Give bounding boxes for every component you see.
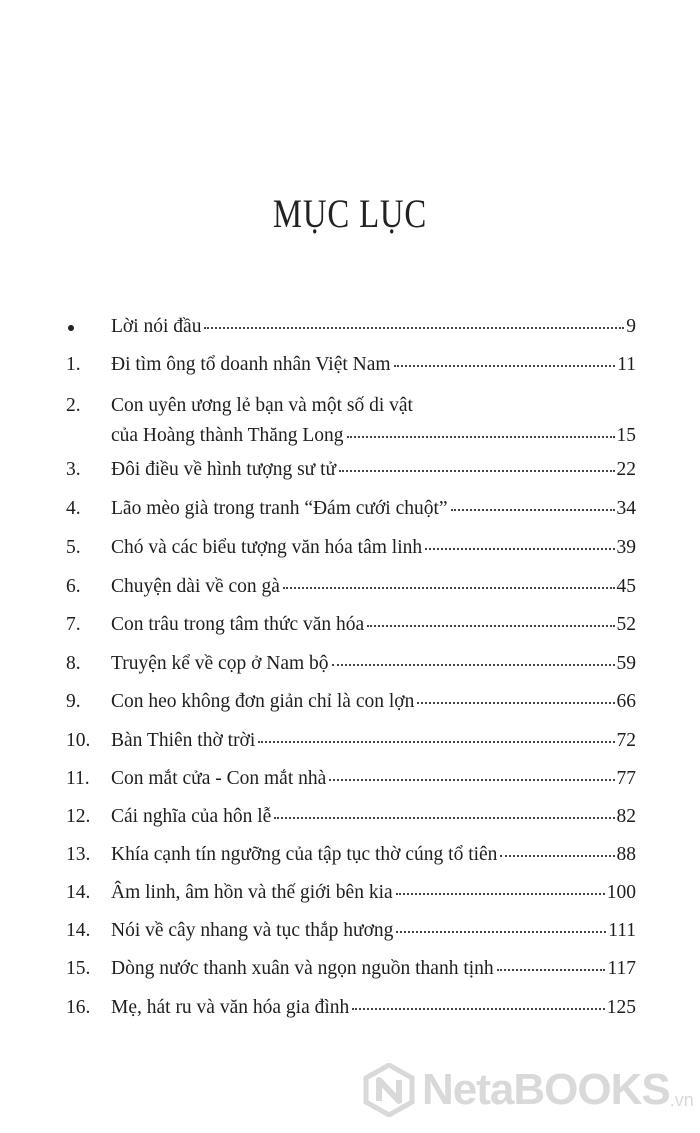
dot-leader [396,931,606,933]
entry-number: 2. [66,395,81,416]
dot-leader [283,587,615,589]
entry-number: 5. [66,537,81,558]
dot-leader [332,664,615,666]
entry-number: 12. [66,806,91,827]
watermark-suffix: .vn [669,1090,694,1110]
entry-title: của Hoàng thành Thăng Long [111,425,344,446]
entry-title: Chuyện dài về con gà [111,576,280,597]
entry-title: Khía cạnh tín ngưỡng của tập tục thờ cúng tổ tiên [111,844,498,865]
dot-leader [258,741,614,743]
page-number: 11 [617,354,636,375]
page-number: 39 [616,537,636,558]
entry-title: Dòng nước thanh xuân và ngọn nguồn thanh tịnh [111,958,494,979]
entry-number: 11. [66,768,90,789]
watermark-brand: NetaBOOKS [422,1065,670,1114]
entry-number: 14. [66,920,91,941]
entry-title: Cái nghĩa của hôn lễ [111,806,272,827]
page-number: 77 [616,768,636,789]
entry-title: Mẹ, hát ru và văn hóa gia đình [111,997,350,1018]
page-number: 125 [606,997,636,1018]
netabooks-watermark [362,1055,692,1125]
entry-number: 3. [66,459,81,480]
page-number: 22 [616,459,636,480]
dot-leader [352,1008,604,1010]
page-number: 111 [608,920,636,941]
entry-title: Lời nói đầu [111,316,202,337]
entry-number: 16. [66,997,91,1018]
entry-number: 6. [66,576,81,597]
page-number: 82 [616,806,636,827]
entry-title: Chó và các biểu tượng văn hóa tâm linh [111,537,423,558]
page-number: 66 [616,691,636,712]
entry-number: 15. [66,958,91,979]
page-number: 15 [616,425,636,446]
entry-number: 7. [66,614,81,635]
entry-title: Con heo không đơn giản chỉ là con lợn [111,691,415,712]
dot-leader [347,436,615,438]
page-number: 52 [616,614,636,635]
entry-title: Con mắt cửa - Con mắt nhà [111,768,327,789]
page-number: 9 [626,316,636,337]
page-number: 72 [616,730,636,751]
dot-leader [451,509,615,511]
page-number: 45 [616,576,636,597]
entry-number: 4. [66,498,81,519]
dot-leader [329,779,614,781]
dot-leader [204,327,624,329]
dot-leader [497,969,606,971]
entry-title: Con trâu trong tâm thức văn hóa [111,614,365,635]
page-number: 100 [606,882,636,903]
page-number: 59 [616,653,636,674]
dot-leader [425,548,614,550]
page-number: 88 [616,844,636,865]
entry-title: Truyện kể về cọp ở Nam bộ [111,653,329,674]
entry-title: Đôi điều về hình tượng sư tử [111,459,337,480]
entry-title: Âm linh, âm hồn và thế giới bên kia [111,882,393,903]
dot-leader [274,817,614,819]
entry-number: 9. [66,691,81,712]
dot-leader [367,625,614,627]
entry-number: 10. [66,730,91,751]
dot-leader [339,470,614,472]
entry-title: Lão mèo già trong tranh “Đám cưới chuột” [111,498,448,519]
bullet-icon [68,325,74,331]
dot-leader [394,365,616,367]
page-number: 117 [607,958,636,979]
entry-title: Nói về cây nhang và tục thắp hương [111,920,394,941]
page-title: MỤC LỤC [272,191,428,236]
entry-title: Đi tìm ông tổ doanh nhân Việt Nam [111,354,391,375]
entry-title-line1: Con uyên ương lẻ bạn và một số di vật [111,395,413,416]
entry-title: Bàn Thiên thờ trời [111,730,256,751]
entry-number: 14. [66,882,91,903]
netabooks-logo-icon [362,1063,416,1117]
entry-number: 13. [66,844,91,865]
dot-leader [396,893,605,895]
entry-number: 1. [66,354,81,375]
dot-leader [500,855,614,857]
page-number: 34 [616,498,636,519]
entry-number: 8. [66,653,81,674]
dot-leader [417,702,614,704]
